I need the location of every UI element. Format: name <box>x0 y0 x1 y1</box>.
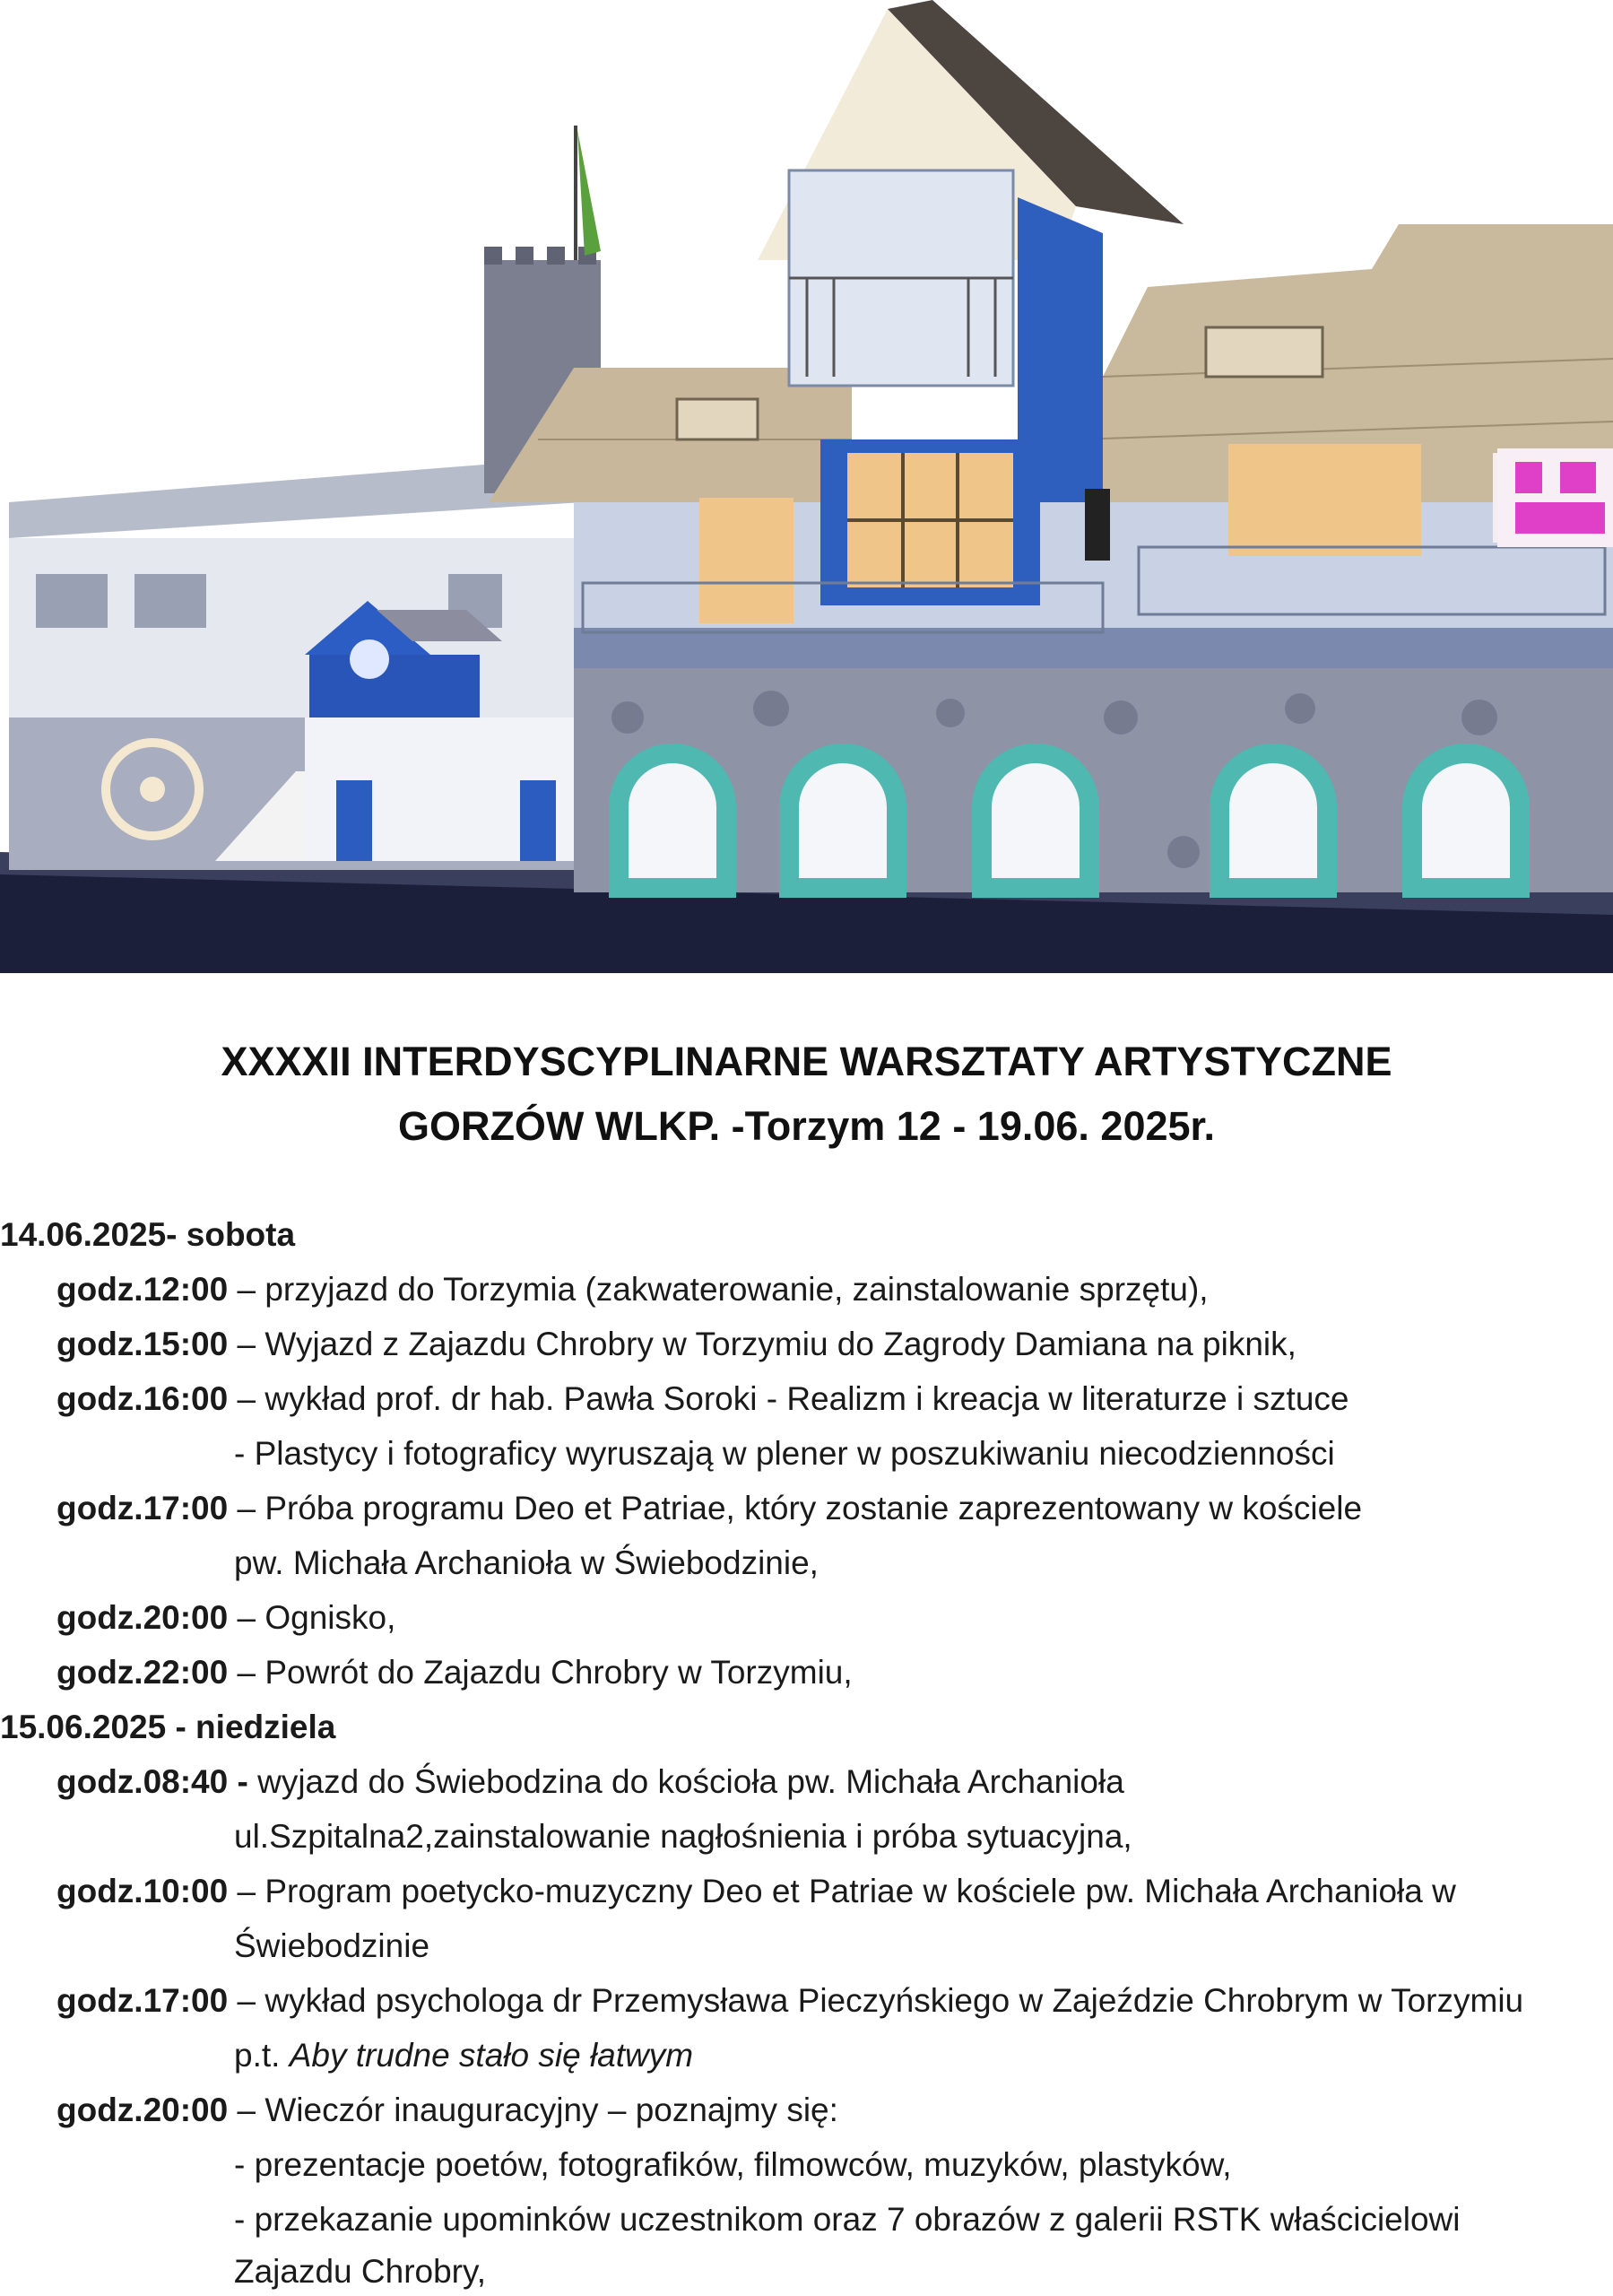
entry-continuation: ul.Szpitalna2,zainstalowanie nagłośnienia i próba sytuacyjna, <box>234 1818 1132 1855</box>
schedule-entry <box>56 1982 1523 2020</box>
title-line-2: GORZÓW WLKP. -Torzym 12 - 19.06. 2025r. <box>397 1103 1216 1149</box>
entry-time: godz.12:00 <box>56 1271 229 1308</box>
schedule-entry <box>56 1490 1362 1527</box>
schedule-entry <box>56 1763 1124 1801</box>
title-line-1: XXXXII INTERDYSCYPLINARNE WARSZTATY ARTYSTYCZNE <box>221 1039 1392 1084</box>
entry-text: – wykład prof. dr hab. Pawła Soroki - Realizm i kreacja w literaturze i sztuce <box>228 1380 1349 1417</box>
schedule-entry <box>56 1654 853 1692</box>
entry-text: – Powrót do Zajazdu Chrobry w Torzymiu, <box>228 1654 853 1691</box>
entry-continuation: - prezentacje poetów, fotografików, filmowców, muzyków, plastyków, <box>234 2146 1232 2183</box>
entry-text: – przyjazd do Torzymia (zakwaterowanie, zainstalowanie sprzętu), <box>228 1271 1209 1308</box>
entry-text: – Ognisko, <box>228 1599 396 1636</box>
entry-continuation: Zajazdu Chrobry, <box>234 2253 487 2290</box>
entry-continuation <box>234 2037 693 2074</box>
schedule-entry <box>56 1873 1456 1910</box>
entry-continuation: pw. Michała Archanioła w Świebodzinie, <box>234 1544 819 1581</box>
schedule-entry <box>56 2092 838 2129</box>
entry-continuation: - Plastycy i fotograficy wyruszają w plener w poszukiwaniu niecodzienności <box>234 1435 1335 1472</box>
header-photo <box>0 0 1613 973</box>
entry-text: – Próba programu Deo et Patriae, który zostanie zaprezentowany w kościele <box>228 1490 1363 1526</box>
day-date: 15.06.2025 - niedziela <box>0 1709 336 1745</box>
entry-time: godz.17:00 <box>56 1982 229 2019</box>
day-date: 14.06.2025- sobota <box>0 1216 296 1253</box>
schedule-entry <box>56 1599 395 1637</box>
lecture-title: Aby trudne stało się łatwym <box>289 2037 694 2074</box>
entry-time: godz.17:00 <box>56 1490 229 1526</box>
entry-time: godz.08:40 - <box>56 1763 248 1800</box>
schedule-entry <box>56 1326 1296 1363</box>
entry-time: godz.20:00 <box>56 2092 229 2128</box>
entry-continuation: Świebodzinie <box>234 1927 430 1964</box>
entry-time: godz.22:00 <box>56 1654 229 1691</box>
entry-continuation: - przekazanie upominków uczestnikom oraz 7 obrazów z galerii RSTK właścicielowi <box>234 2201 1461 2238</box>
entry-text: – Wieczór inauguracyjny – poznajmy się: <box>228 2092 838 2128</box>
entry-text: wyjazd do Świebodzina do kościoła pw. Michała Archanioła <box>247 1763 1124 1800</box>
schedule-entry <box>56 1380 1349 1418</box>
entry-time: godz.16:00 <box>56 1380 229 1417</box>
schedule-entry <box>56 1271 1209 1309</box>
entry-text: – wykład psychologa dr Przemysława Pieczyńskiego w Zajeździe Chrobrym w Torzymiu <box>228 1982 1524 2019</box>
entry-continuation-prefix: p.t. <box>234 2037 290 2074</box>
entry-time: godz.20:00 <box>56 1599 229 1636</box>
entry-time: godz.15:00 <box>56 1326 229 1362</box>
entry-time: godz.10:00 <box>56 1873 229 1909</box>
entry-text: – Wyjazd z Zajazdu Chrobry w Torzymiu do Zagrody Damiana na piknik, <box>228 1326 1296 1362</box>
entry-text: – Program poetycko-muzyczny Deo et Patriae w kościele pw. Michała Archanioła w <box>228 1873 1456 1909</box>
